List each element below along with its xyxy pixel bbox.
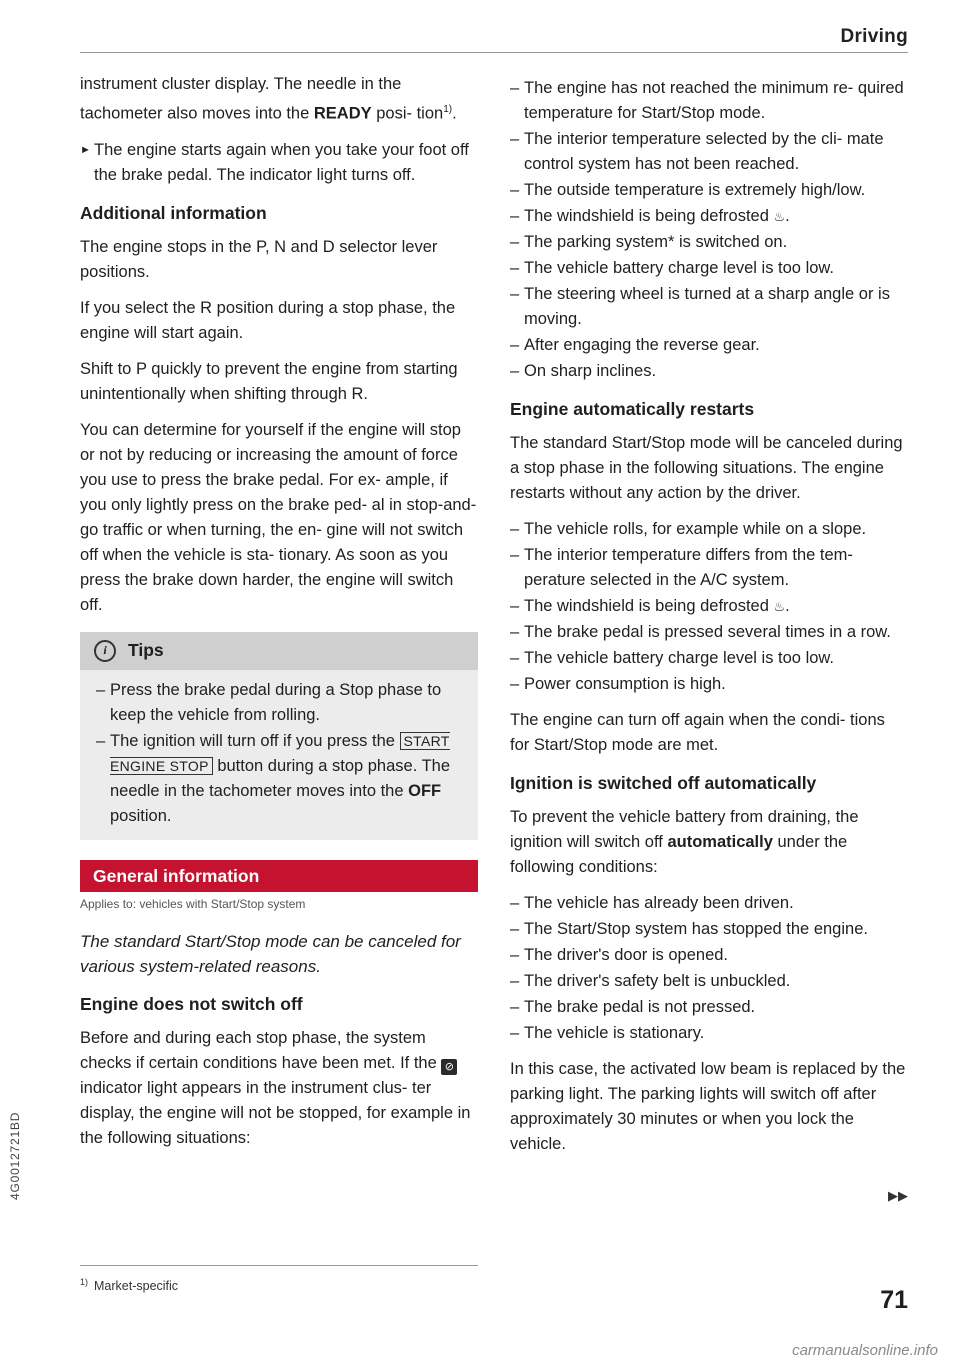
tips-box: [80, 632, 478, 840]
list-item: – The interior temperature selected by the cli- mate control system has not been reached.: [510, 127, 908, 177]
list-item: – The vehicle battery charge level is too low.: [510, 256, 908, 281]
list-item: – The brake pedal is not pressed.: [510, 995, 908, 1020]
list-item: – After engaging the reverse gear.: [510, 333, 908, 358]
list-item: – The vehicle has already been driven.: [510, 891, 908, 916]
list-item: – The brake pedal is pressed several times in a row.: [510, 620, 908, 645]
info-circle-icon: i: [94, 640, 116, 662]
list-ignition: [510, 891, 908, 1046]
list-no-stop: [510, 76, 908, 384]
list-item: – The parking system* is switched on.: [510, 230, 908, 255]
left-column: [80, 72, 478, 1162]
continued-paragraph: instrument cluster display. The needle in the tachometer also moves into the READY posi- tion$^{1)}$.: [80, 75, 457, 123]
list-item: – The Start/Stop system has stopped the engine.: [510, 917, 908, 942]
right-column: [510, 76, 908, 1168]
heading-engine-does-not-switch-off: Engine does not switch off: [80, 993, 303, 1014]
section-title: Driving: [840, 26, 908, 47]
list-item: – Press the brake pedal during a Stop phase to keep the vehicle from rolling.: [96, 678, 464, 728]
list-item: – The ignition will turn off if you press the START ENGINE STOP button during a stop phase. The needle in the tachometer moves into the OFF position.: [96, 729, 464, 829]
start-stop-indicator-icon: ⊘: [441, 1059, 457, 1075]
continue-arrow-icon: ▶▶: [888, 1188, 908, 1203]
windshield-defrost-icon: ♨: [773, 599, 786, 614]
list-item: – Power consumption is high.: [510, 672, 908, 697]
list-item: – The driver's door is opened.: [510, 943, 908, 968]
list-item: – The driver's safety belt is unbuckled.: [510, 969, 908, 994]
page-number: 71: [880, 1286, 908, 1314]
intro-text: The standard Start/Stop mode can be canceled for various system-related reasons.: [80, 931, 461, 976]
windshield-defrost-icon: ♨: [773, 209, 786, 224]
watermark: carmanualsonline.info: [792, 1342, 938, 1359]
paragraph: The engine stops in the P, N and D selector lever positions.: [80, 237, 438, 281]
paragraph: You can determine for yourself if the engine will stop or not by reducing or increasing the amount of force you use to press the brake pedal. For ex- ample, if you only lightly press on the brake ped- al in stop-and-go traffic or when turning, the en- gine will not switch off when the vehicle is sta- tionary. As soon as you press the brake down harder, the engine will switch off.: [80, 420, 477, 614]
footnote-ref: 1): [443, 104, 453, 115]
heading-additional-information: Additional information: [80, 202, 267, 223]
tips-body: [80, 670, 478, 829]
list-item: – The outside temperature is extremely high/low.: [510, 178, 908, 203]
footnote-rule: [80, 1265, 478, 1266]
footnote: $^{1)}$ Market-specific: [80, 1277, 179, 1294]
list-item: – The vehicle is stationary.: [510, 1021, 908, 1046]
list-item: – The interior temperature differs from the tem- perature selected in the A/C system.: [510, 543, 908, 593]
tips-list: [96, 678, 464, 829]
list-item: – The windshield is being defrosted ♨.: [510, 204, 908, 229]
arrow-step: ► The engine starts again when you take your foot off the brake pedal. The indicator light turns off.: [80, 138, 478, 188]
triangle-right-icon: ►: [80, 143, 91, 156]
list-item: – The vehicle battery charge level is too low.: [510, 646, 908, 671]
list-item: – On sharp inclines.: [510, 359, 908, 384]
ready-label: READY: [313, 104, 372, 123]
applies-to: Applies to: vehicles with Start/Stop system: [80, 896, 306, 911]
section-bar-general-information: General information: [80, 860, 478, 892]
start-engine-stop-key: START ENGINE STOP: [110, 732, 450, 774]
paragraph: The engine can turn off again when the condi- tions for Start/Stop mode are met.: [510, 711, 885, 754]
paragraph: If you select the R position during a stop phase, the engine will start again.: [80, 298, 456, 342]
paragraph: The standard Start/Stop mode will be canceled during a stop phase in the following situations. The engine restarts without any action by the driver.: [510, 434, 903, 502]
paragraph: Shift to P quickly to prevent the engine from starting unintentionally when shifting through R.: [80, 359, 458, 403]
list-item: – The engine has not reached the minimum re- quired temperature for Start/Stop mode.: [510, 76, 908, 126]
list-item: – The windshield is being defrosted ♨.: [510, 594, 908, 619]
list-restarts: [510, 517, 908, 697]
document-code: 4G0012721BD: [8, 1111, 22, 1200]
paragraph: To prevent the vehicle battery from draining, the ignition will switch off automatically under the following conditions:: [510, 808, 859, 876]
header-rule: [80, 52, 908, 53]
list-item: – The vehicle rolls, for example while on a slope.: [510, 517, 908, 542]
tips-header: i Tips: [80, 632, 478, 670]
heading-engine-automatically-restarts: Engine automatically restarts: [510, 399, 755, 419]
heading-ignition-switched-off: Ignition is switched off automatically: [510, 773, 817, 793]
paragraph: Before and during each stop phase, the system checks if certain conditions have been met. If the ⊘ indicator light appears in the instrument clus- ter display, the engine will not be stopped, for example in the following situations:: [80, 1028, 471, 1147]
list-item: – The steering wheel is turned at a sharp angle or is moving.: [510, 282, 908, 332]
paragraph: In this case, the activated low beam is replaced by the parking light. The parking lights will switch off after approximately 30 minutes or when you lock the vehicle.: [510, 1060, 906, 1153]
